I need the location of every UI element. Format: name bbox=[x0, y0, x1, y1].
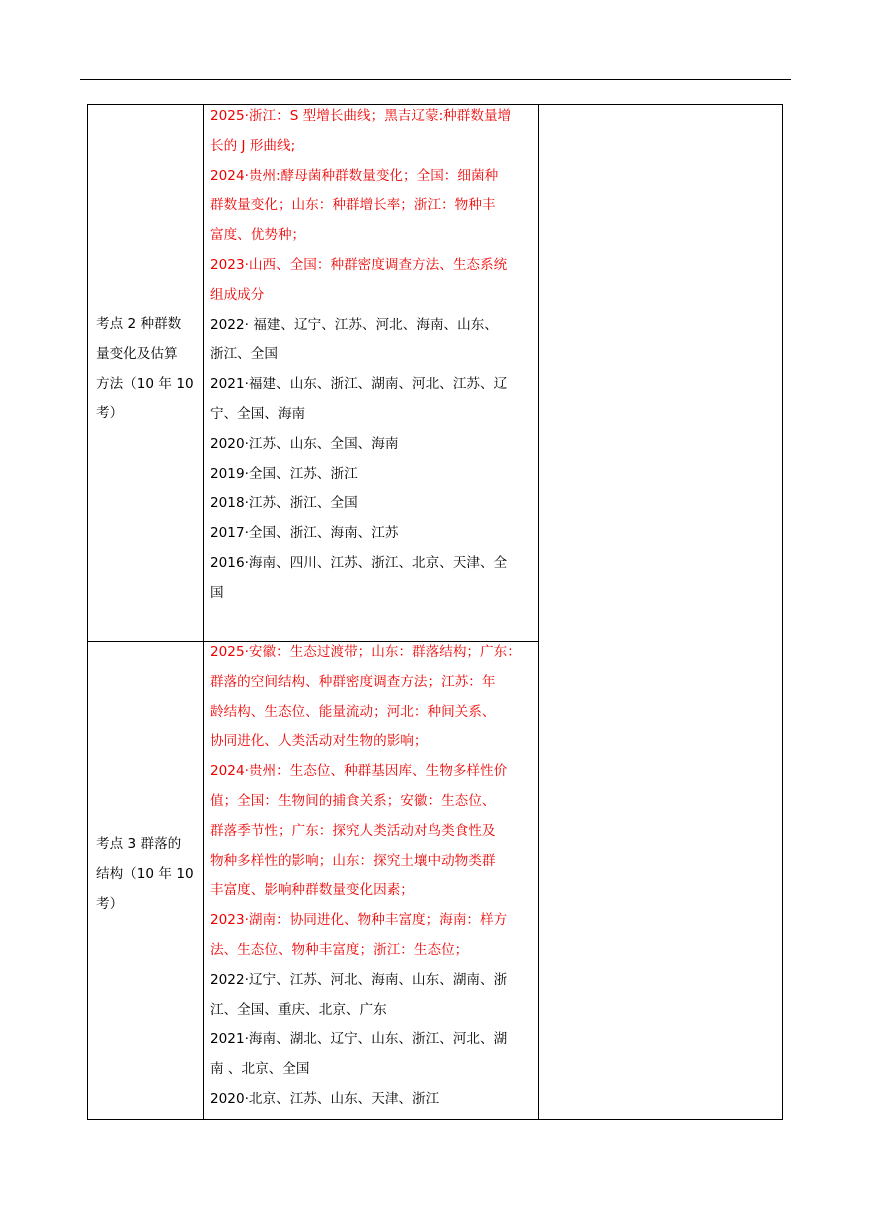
exam-line: 浙江、全国 bbox=[210, 346, 278, 363]
exam-line: 国 bbox=[210, 584, 224, 601]
exam-line: 2017·全国、浙江、海南、江苏 bbox=[210, 525, 399, 542]
exam-years-cell-row1 bbox=[210, 102, 533, 609]
exam-line: 2025·浙江：S 型增长曲线；黑吉辽蒙:种群数量增 bbox=[210, 108, 512, 124]
exam-line: 物种多样性的影响；山东：探究土壤中动物类群 bbox=[210, 852, 496, 869]
exam-line: 2019·全国、江苏、浙江 bbox=[210, 465, 358, 482]
topic-line: 考） bbox=[96, 895, 124, 912]
exam-line: 2021·福建、山东、浙江、湖南、河北、江苏、辽 bbox=[210, 376, 508, 393]
exam-line: 宁、全国、海南 bbox=[210, 405, 306, 422]
topic-line: 方法（10 年 10 bbox=[96, 375, 194, 392]
topic-line: 考点 2 种群数 bbox=[96, 316, 182, 332]
exam-line: 南 、北京、全国 bbox=[210, 1061, 310, 1078]
exam-line: 协同进化、人类活动对生物的影响； bbox=[210, 733, 428, 750]
exam-line: 2022· 福建、辽宁、江苏、河北、海南、山东、 bbox=[210, 316, 498, 333]
exam-line: 2023·湖南：协同进化、物种丰富度；海南：样方 bbox=[210, 912, 508, 929]
topic-cell-row1 bbox=[96, 310, 200, 429]
exam-line: 群落季节性；广东：探究人类活动对鸟类食性及 bbox=[210, 822, 496, 839]
exam-line: 2016·海南、四川、江苏、浙江、北京、天津、全 bbox=[210, 554, 508, 571]
empty-notes-column bbox=[539, 105, 782, 1119]
exam-line: 2023·山西、全国：种群密度调查方法、生态系统 bbox=[210, 256, 508, 273]
exam-line: 长的 J 形曲线; bbox=[210, 137, 296, 154]
exam-line: 龄结构、生态位、能量流动；河北：种间关系、 bbox=[210, 703, 496, 720]
topic-line: 考） bbox=[96, 405, 124, 422]
exam-line: 富度、优势种； bbox=[210, 227, 306, 244]
exam-line: 2024·贵州：生态位、种群基因库、生物多样性价 bbox=[210, 763, 508, 780]
exam-years-cell-row2 bbox=[210, 638, 533, 1115]
exam-line: 丰富度、影响种群数量变化因素； bbox=[210, 882, 414, 899]
header-rule bbox=[80, 79, 791, 80]
topic-line: 结构（10 年 10 bbox=[96, 865, 194, 882]
exam-line: 江、全国、重庆、北京、广东 bbox=[210, 1001, 387, 1018]
exam-line: 值；全国：生物间的捕食关系；安徽：生态位、 bbox=[210, 792, 496, 809]
exam-line: 2020·江苏、山东、全国、海南 bbox=[210, 435, 399, 452]
exam-line: 组成成分 bbox=[210, 286, 265, 303]
topic-line: 考点 3 群落的 bbox=[96, 836, 182, 852]
column-divider bbox=[203, 105, 204, 1119]
topic-line: 量变化及估算 bbox=[96, 345, 178, 362]
topic-cell-row2 bbox=[96, 830, 200, 919]
exam-line: 2018·江苏、浙江、全国 bbox=[210, 495, 358, 512]
exam-line: 群数量变化；山东：种群增长率；浙江：物种丰 bbox=[210, 197, 496, 214]
exam-line: 2025·安徽：生态过渡带；山东：群落结构；广东： bbox=[210, 644, 521, 660]
exam-line: 2020·北京、江苏、山东、天津、浙江 bbox=[210, 1090, 440, 1107]
exam-line: 2021·海南、湖北、辽宁、山东、浙江、河北、湖 bbox=[210, 1031, 508, 1048]
exam-line: 2024·贵州:酵母菌种群数量变化；全国：细菌种 bbox=[210, 167, 499, 184]
exam-line: 法、生态位、物种丰富度；浙江：生态位； bbox=[210, 941, 469, 958]
exam-line: 2022·辽宁、江苏、河北、海南、山东、湖南、浙 bbox=[210, 971, 508, 988]
exam-topic-table bbox=[87, 104, 783, 1120]
exam-line: 群落的空间结构、种群密度调查方法；江苏：年 bbox=[210, 673, 496, 690]
